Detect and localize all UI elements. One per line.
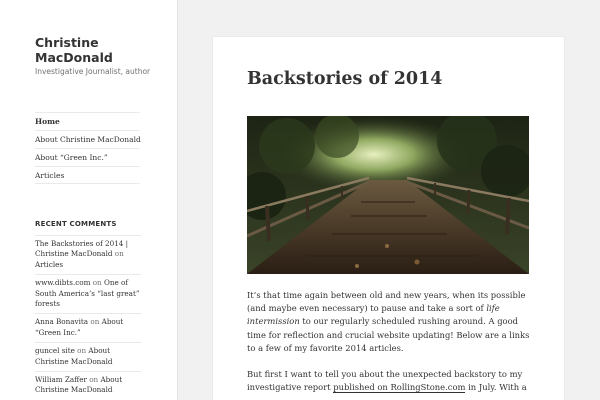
featured-image (247, 116, 529, 274)
main-menu (35, 112, 140, 184)
bridge-image (247, 116, 529, 274)
sidebar (0, 0, 178, 400)
menu-item-home[interactable]: Home (35, 112, 140, 130)
comment-author: Anna Bonavita (35, 317, 89, 327)
post-title[interactable]: Backstories of 2014 (247, 69, 443, 89)
comment-on-text: on (114, 249, 124, 259)
list-item (35, 371, 141, 400)
text-span: in July. With a (465, 382, 527, 393)
comment-post-link[interactable]: One of South America’s “last great” forests (35, 278, 140, 309)
text-span: It’s that time again between old and new years, when its possible (and maybe even necessary) to pause and take a sort of (247, 290, 526, 314)
comment-post-link[interactable]: About Christine MacDonald (35, 346, 113, 366)
comment-author-link[interactable]: The Backstories of 2014 | Christine MacDonald (35, 239, 129, 259)
site-description: Investigative Journalist, author (35, 67, 151, 76)
comment-author-link[interactable]: www.dibts.com (35, 278, 91, 288)
menu-item-about-green-inc[interactable]: About “Green Inc.” (35, 148, 140, 166)
comment-on-text: on (92, 278, 102, 288)
text-span: to our regularly scheduled rushing around. A good time for reflection and crucial website updating! Below are a links to a few of my favorite 2014 articles. (247, 316, 530, 353)
recent-comments-widget (35, 218, 141, 400)
post-paragraph-1 (247, 289, 531, 355)
rollingstone-link[interactable]: published on RollingStone.com (333, 382, 466, 393)
menu-item-articles[interactable]: Articles (35, 166, 140, 184)
post-content (247, 289, 531, 400)
list-item (35, 274, 141, 313)
comment-post-link[interactable]: About Christine MacDonald (35, 375, 123, 395)
text-span: But first I want to tell you about the unexpected backstory to my investigative report (247, 369, 523, 393)
post-paragraph-2 (247, 368, 531, 394)
list-item (35, 235, 141, 274)
widget-title: RECENT COMMENTS (35, 220, 117, 228)
site-title[interactable]: Christine MacDonald (35, 35, 113, 65)
list-item (35, 313, 141, 342)
comment-on-text: on (77, 346, 87, 356)
comment-post-link[interactable]: About “Green Inc.” (35, 317, 124, 337)
comment-author-link[interactable]: guncel site (35, 346, 75, 356)
list-item (35, 342, 141, 371)
comment-on-text: on (89, 375, 99, 385)
comment-on-text: on (90, 317, 100, 327)
menu-item-about-christine[interactable]: About Christine MacDonald (35, 130, 140, 148)
comment-author: William Zaffer (35, 375, 87, 385)
comment-post-link[interactable]: Articles (35, 259, 64, 269)
emphasis-text: life intermission (247, 303, 500, 327)
